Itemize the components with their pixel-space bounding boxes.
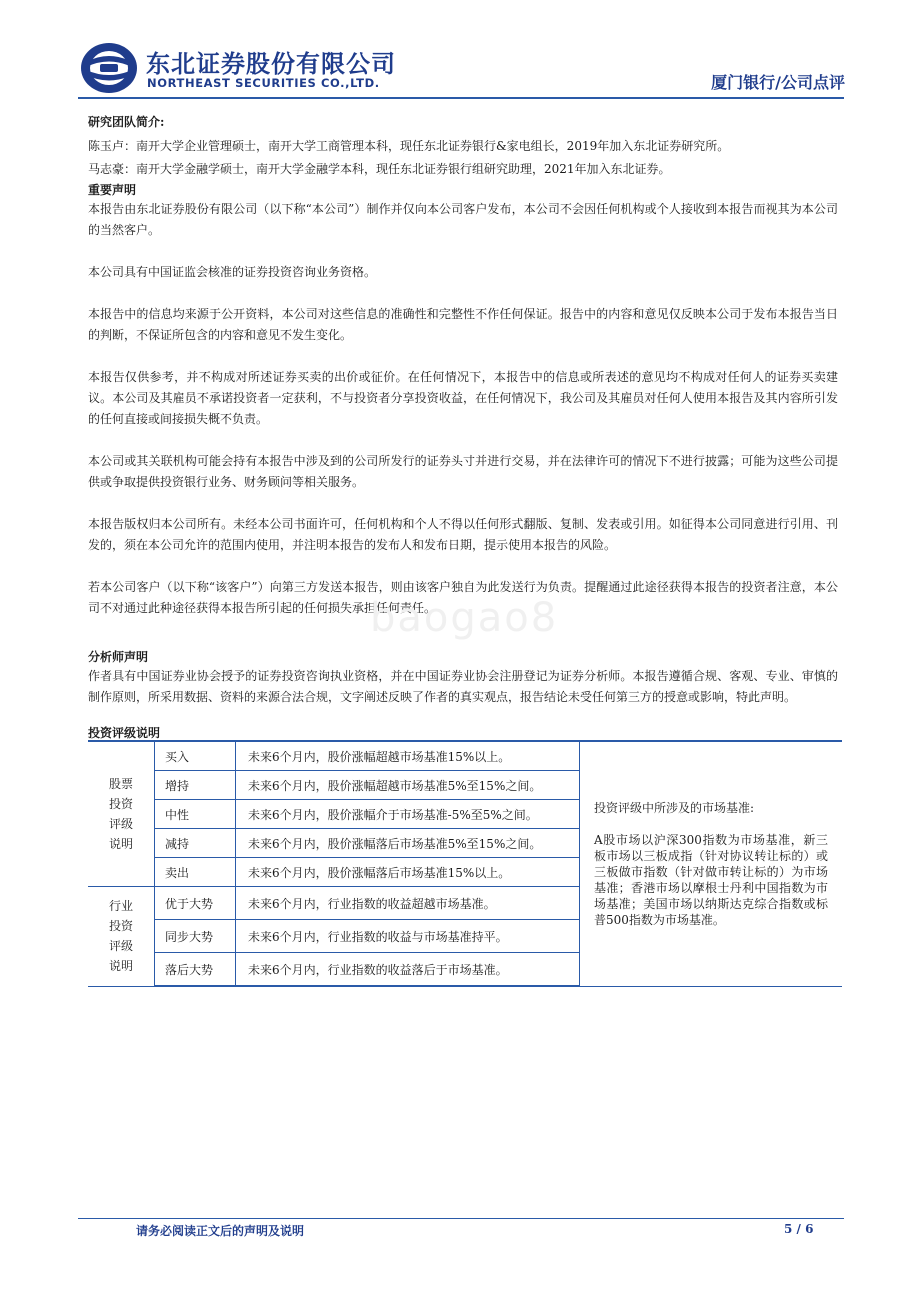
rating-name: 减持: [155, 829, 236, 858]
rating-desc: 未来6个月内，行业指数的收益与市场基准持平。: [236, 920, 580, 953]
rating-name: 落后大势: [155, 953, 236, 987]
disclaimer-paragraph: 本报告仅供参考，并不构成对所述证券买卖的出价或征价。在任何情况下，本报告中的信息或所表述的意见均不构成对任何人的证券买卖建议。本公司及其雇员不承诺投资者一定获利，不与投资者分享投资收益，在任何情况下，我公司及其雇员对任何人使用本报告及其内容所引发的任何直接或间接损失概不负责。: [88, 370, 838, 426]
rating-title: 投资评级说明: [88, 726, 161, 740]
rating-desc: 未来6个月内，股价涨幅落后市场基准15%以上。: [236, 858, 580, 887]
disclaimer-paragraph: 本公司具有中国证监会核准的证券投资咨询业务资格。: [88, 265, 377, 279]
rating-name: 中性: [155, 800, 236, 829]
rating-name: 优于大势: [155, 887, 236, 920]
disclaimer-paragraph: 本报告由东北证券股份有限公司（以下称“本公司”）制作并仅向本公司客户发布，本公司不会因任何机构或个人接收到本报告而视其为本公司的当然客户。: [88, 202, 838, 237]
analyst-title: 分析师声明: [88, 650, 149, 664]
rating-name: 增持: [155, 771, 236, 800]
disclaimer-paragraph: 本报告中的信息均来源于公开资料，本公司对这些信息的准确性和完整性不作任何保证。报告中的内容和意见仅反映本公司于发布本报告当日的判断，不保证所包含的内容和意见不发生变化。: [88, 307, 838, 342]
rating-name: 同步大势: [155, 920, 236, 953]
rating-name: 卖出: [155, 858, 236, 887]
market-text: A股市场以沪深300指数为市场基准，新三板市场以三板成指（针对协议转让标的）或三板做市指数（针对做市转让标的）为市场基准；香港市场以摩根士丹利中国指数为市场基准；美国市场以纳斯达克综合指数或标普500指数为市场基准。: [594, 832, 828, 927]
company-name-en: NORTHEAST SECURITIES CO.,LTD.: [147, 76, 380, 90]
team-member: 陈玉卢：南开大学企业管理硕士，南开大学工商管理本科，现任东北证券银行&家电组长，2019年加入东北证券研究所。: [88, 139, 730, 153]
market-title: 投资评级中所涉及的市场基准:: [594, 800, 755, 815]
rating-name: 买入: [155, 741, 236, 771]
analyst-statement: 作者具有中国证券业协会授予的证券投资咨询执业资格，并在中国证券业协会注册登记为证券分析师。本报告遵循合规、客观、专业、审慎的制作原则，所采用数据、资料的来源合法合规，文字阐述反映了作者的真实观点，报告结论未受任何第三方的授意或影响，特此声明。: [88, 669, 838, 704]
company-name-cn: 东北证券股份有限公司: [146, 50, 396, 78]
report-tag: 厦门银行/公司点评: [711, 73, 845, 92]
team-member: 马志豪：南开大学金融学硕士，南开大学金融学本科，现任东北证券银行组研究助理，2021年加入东北证券。: [88, 162, 671, 176]
company-logo-icon: [80, 42, 138, 94]
rating-desc: 未来6个月内，股价涨幅超越市场基准15%以上。: [236, 741, 580, 771]
disclaimer-title: 重要声明: [88, 183, 137, 197]
header-divider: [78, 97, 844, 99]
industry-group-label: 行业投资评级说明: [88, 887, 155, 987]
disclaimer-paragraph: 本报告版权归本公司所有。未经本公司书面许可，任何机构和个人不得以任何形式翻版、复制、发表或引用。如征得本公司同意进行引用、刊发的，须在本公司允许的范围内使用，并注明本报告的发布人和发布日期，提示使用本报告的风险。: [88, 517, 838, 552]
rating-table: [88, 740, 842, 987]
disclaimer-paragraph: 本公司或其关联机构可能会持有本报告中涉及到的公司所发行的证券头寸并进行交易，并在法律许可的情况下不进行披露；可能为这些公司提供或争取提供投资银行业务、财务顾问等相关服务。: [88, 454, 838, 489]
rating-desc: 未来6个月内，股价涨幅超越市场基准5%至15%之间。: [236, 771, 580, 800]
page-number: 5 / 6: [784, 1222, 814, 1236]
rating-desc: 未来6个月内，股价涨幅落后市场基准5%至15%之间。: [236, 829, 580, 858]
market-benchmark-cell: [580, 741, 843, 986]
footer-notice: 请务必阅读正文后的声明及说明: [136, 1224, 305, 1238]
footer-divider: [78, 1218, 844, 1219]
watermark: baogao8: [370, 595, 559, 641]
stock-group-label: 股票投资评级说明: [88, 741, 155, 887]
table-row: [88, 741, 842, 771]
rating-desc: 未来6个月内，行业指数的收益落后于市场基准。: [236, 953, 580, 987]
team-title: 研究团队简介:: [88, 115, 165, 129]
page-header: [0, 0, 920, 100]
disclaimer-paragraph: 若本公司客户（以下称“该客户”）向第三方发送本报告，则由该客户独自为此发送行为负责。提醒通过此途径获得本报告的投资者注意，本公司不对通过此种途径获得本报告所引起的任何损失承担任何责任。: [88, 580, 838, 615]
rating-desc: 未来6个月内，行业指数的收益超越市场基准。: [236, 887, 580, 920]
rating-desc: 未来6个月内，股价涨幅介于市场基准-5%至5%之间。: [236, 800, 580, 829]
